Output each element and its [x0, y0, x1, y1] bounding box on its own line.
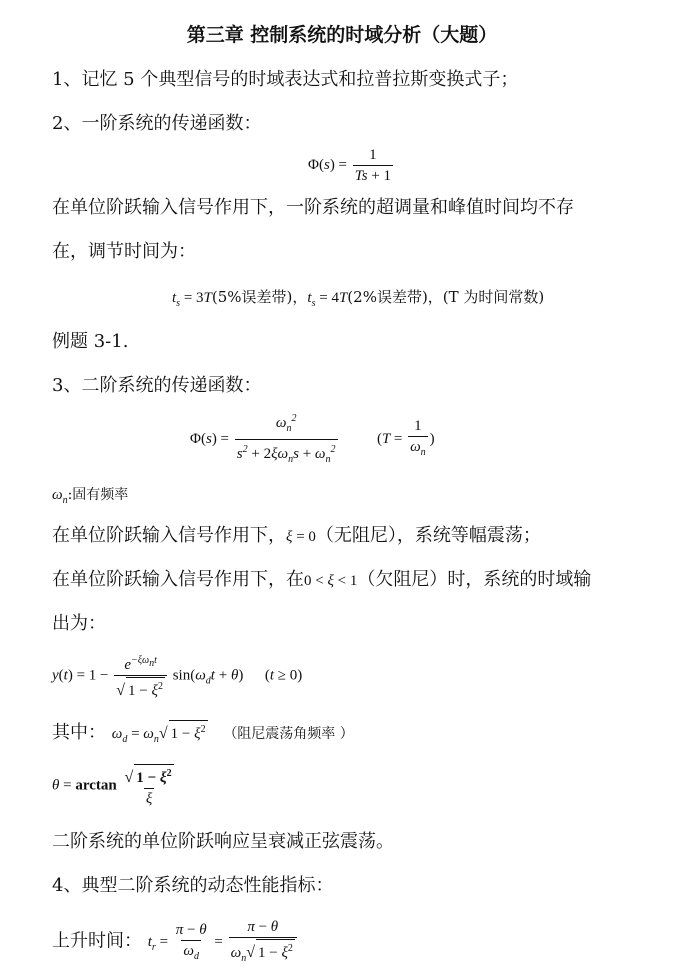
where-label: 其中： — [52, 722, 106, 743]
undamped-case: 在单位阶跃输入信号作用下，ξ = 0（无阻尼），系统等幅震荡； — [52, 525, 541, 546]
item-2-text-line1: 在单位阶跃输入信号作用下，一阶系统的超调量和峰值时间均不存 — [52, 197, 574, 218]
output-is: 出为： — [52, 613, 106, 634]
rise-time-label: 上升时间： — [52, 930, 142, 952]
theta-formula: θ = arctan $\frac{√ 1 - \xi^2}{\xi}$ — [52, 764, 178, 808]
natural-frequency-label: :固有频率 — [67, 487, 129, 503]
damped-frequency-note: （阻尼震荡角频率 ） — [223, 726, 354, 742]
settling-time-note-2: (2%误差带)，(T 为时间常数) — [347, 288, 545, 306]
chapter-title: 第三章 控制系统的时域分析（大题） — [186, 24, 498, 46]
undamped-suffix: （无阻尼），系统等幅震荡； — [315, 525, 541, 546]
underdamped-suffix: （欠阻尼）时，系统的时域输 — [357, 569, 592, 590]
natural-frequency-def: $\omega_n$:固有频率 — [52, 487, 129, 506]
settling-time-formula: $t_s = 3T(5\%$误差带)，$t_s = 4T(2\%$误差带)，(T 为时间常数) — [172, 288, 545, 309]
example-ref: 例题 3-1. — [52, 331, 129, 352]
first-order-transfer-function: Φ(s) = $\frac{1}{Ts + 1}$ — [308, 147, 392, 184]
undamped-prefix: 在单位阶跃输入信号作用下， — [52, 525, 286, 546]
settling-time-note-5: (5%误差带)， — [211, 288, 308, 306]
item-2-heading: 2、一阶系统的传递函数： — [52, 113, 262, 134]
response-description: 二阶系统的单位阶跃响应呈衰减正弦震荡。 — [52, 831, 394, 852]
damped-frequency-line: 其中： $\omega_d = \omega_n√$ $1 - \xi^2$ （阻尼震荡角频率 ） — [52, 722, 354, 745]
item-2-text-line2: 在，调节时间为： — [52, 241, 196, 262]
underdamped-case: 在单位阶跃输入信号作用下，在0 < ξ < 1（欠阻尼）时，系统的时域输 — [52, 569, 592, 590]
item-4-heading: 4、典型二阶系统的动态性能指标： — [52, 875, 334, 896]
second-order-transfer-function: Φ(s) = $\frac{\omega_n^2}{s^2 + 2\xi\omega_ns + \omega_n^2}$ (T = $\frac{1}{\omega_n}$ ) — [190, 410, 435, 469]
item-3-heading: 3、二阶系统的传递函数： — [52, 375, 262, 396]
item-1: 1、记忆 5 个典型信号的时域表达式和拉普拉斯变换式子； — [52, 69, 519, 90]
step-response-formula: y(t) = 1 − $\frac{e^{-\xi\omega_nt}}{√ 1 - \xi^2}$ $\sin(\omega_dt + \theta) (t \ge 0)$ — [52, 655, 303, 699]
underdamped-prefix: 在单位阶跃输入信号作用下，在 — [52, 569, 304, 590]
rise-time-line: 上升时间： $t_r$ = $\frac{\pi - \theta}{\omega_d}$ = $\frac{\pi - \theta}{\omega_n√ 1 - \xi^2}$ — [52, 918, 299, 968]
